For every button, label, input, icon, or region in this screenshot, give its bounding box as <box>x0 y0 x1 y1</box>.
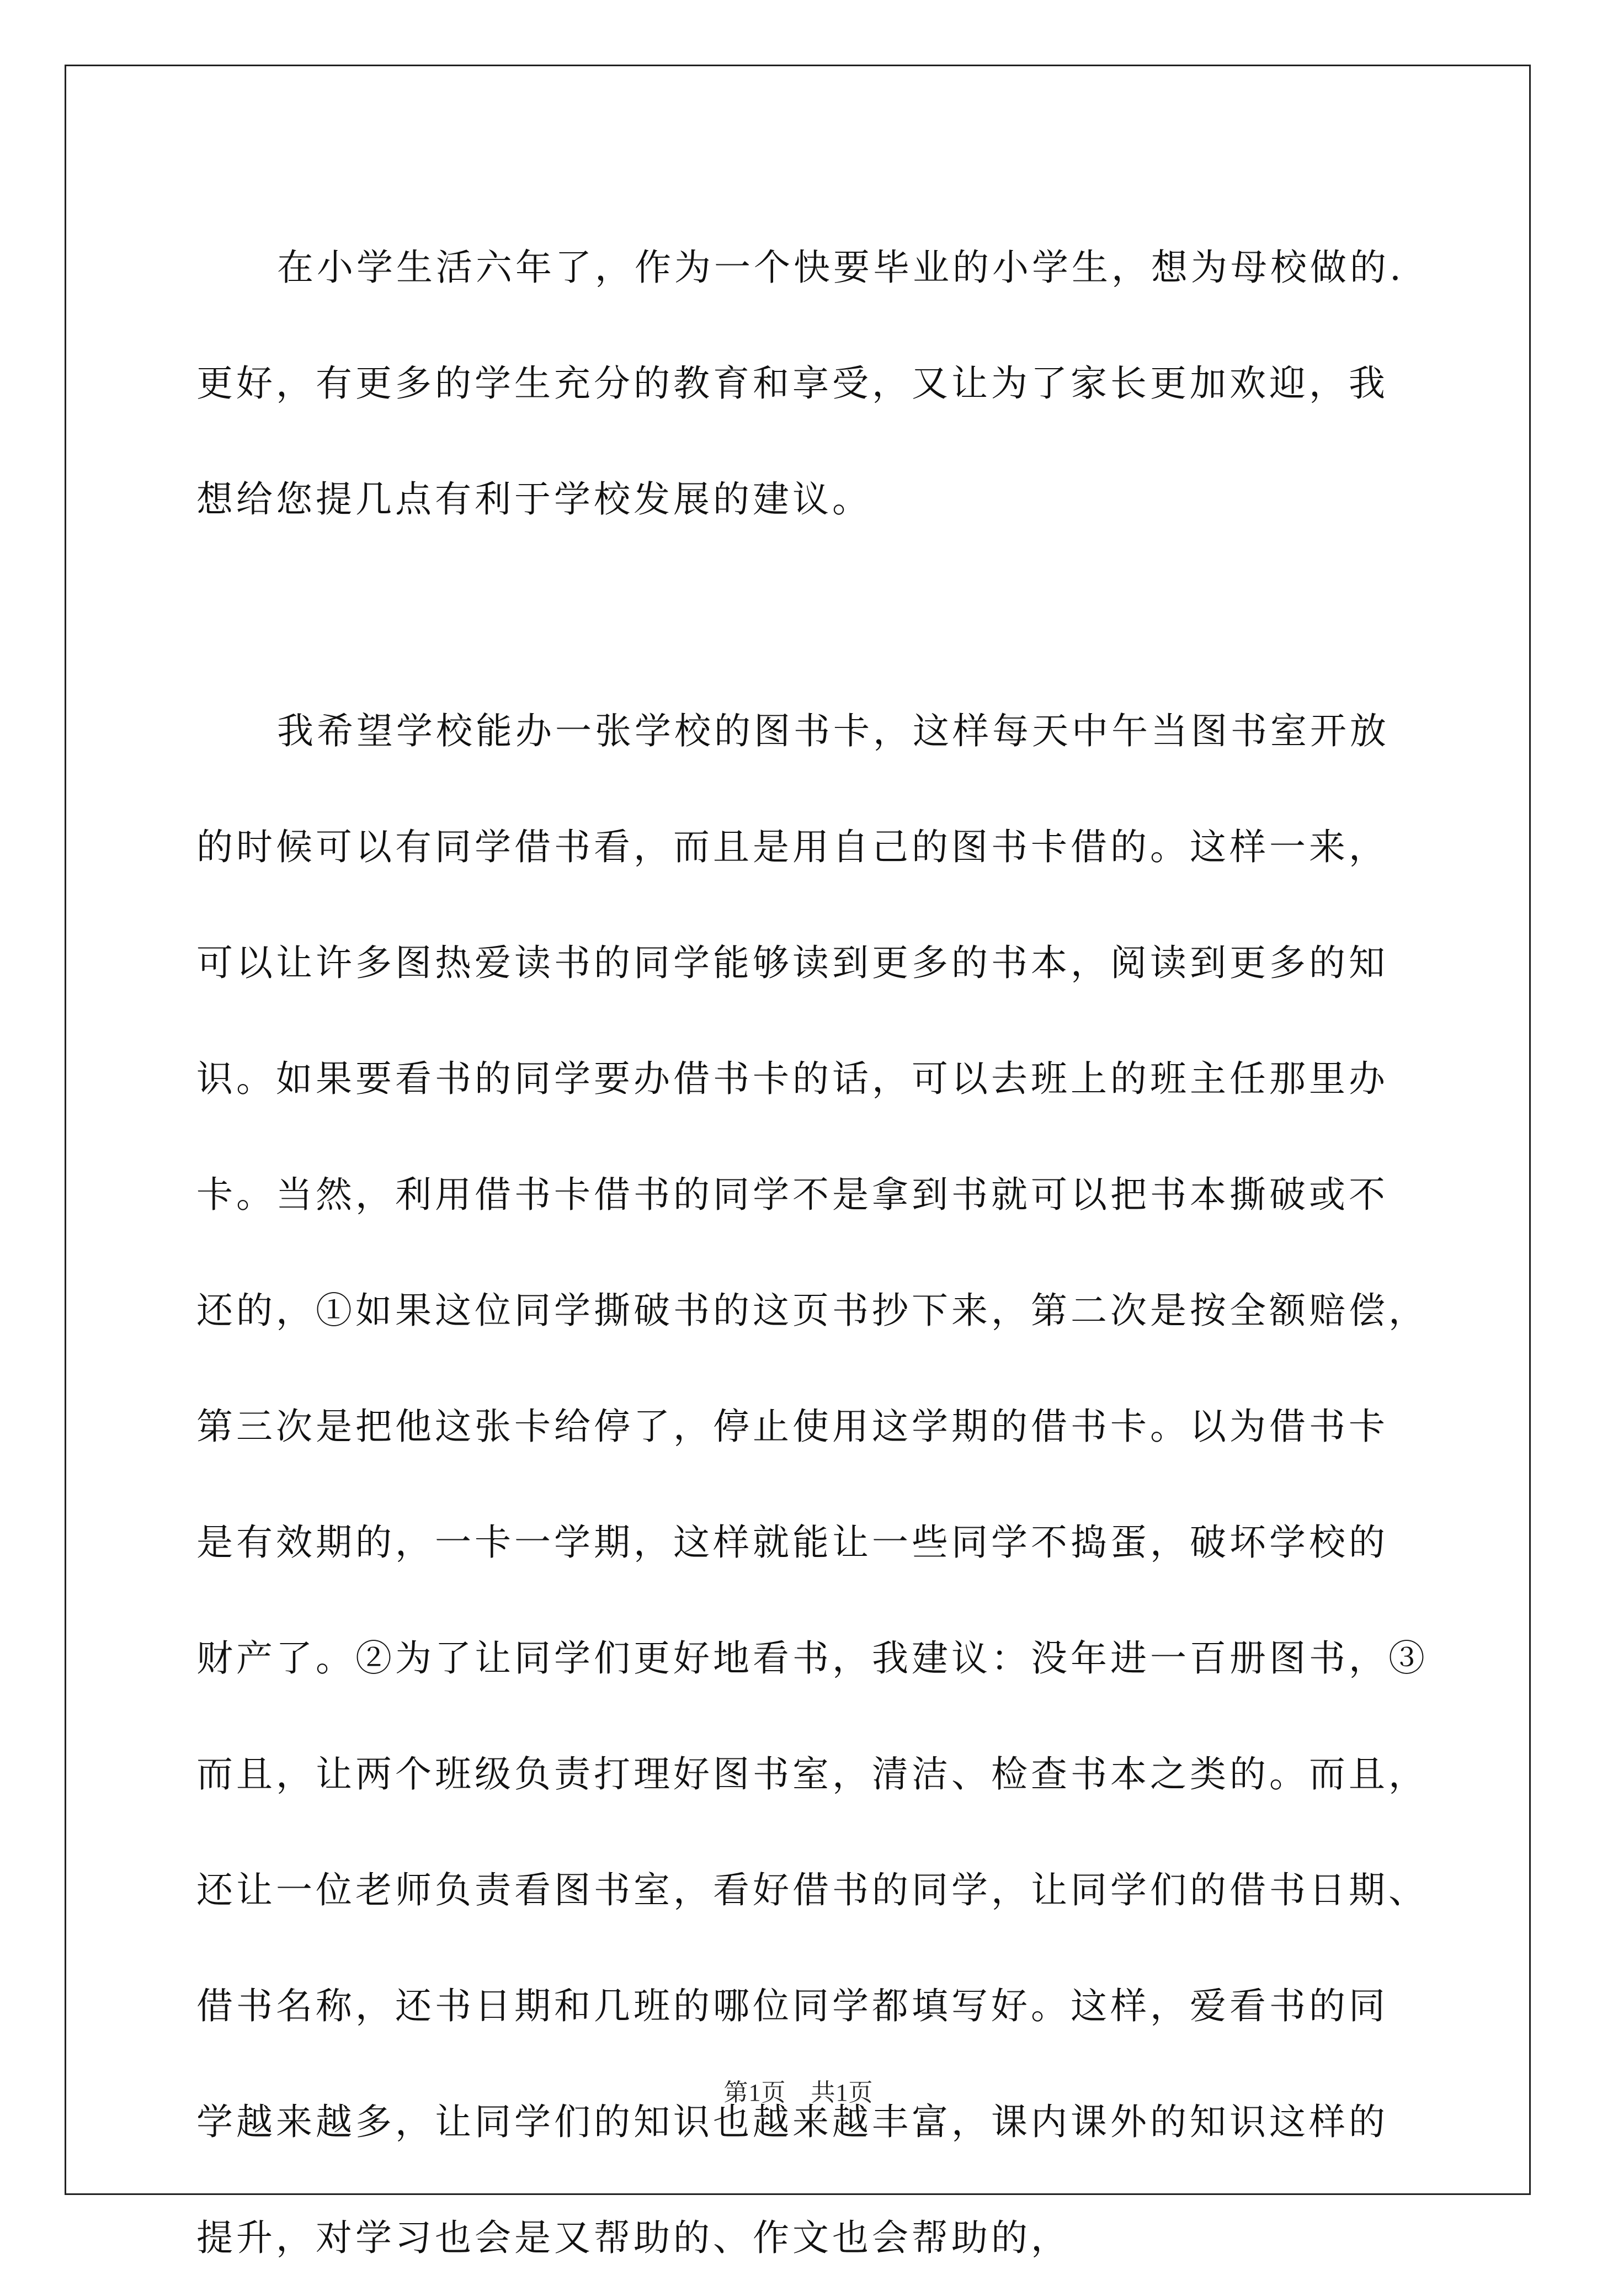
text-line: 还的，①如果这位同学撕破书的这页书抄下来，第二次是按全额赔偿， <box>196 1289 1428 1332</box>
text-line: 的时候可以有同学借书看，而且是用自己的图书卡借的。这样一来， <box>196 826 1388 868</box>
text-line: 提升，对学习也会是又帮助的、作文也会帮助的， <box>196 2217 1071 2259</box>
text-line: 第三次是把他这张卡给停了，停止使用这学期的借书卡。以为借书卡 <box>196 1405 1388 1448</box>
text-line: 是有效期的，一卡一学期，这样就能让一些同学不捣蛋，破坏学校的 <box>196 1521 1388 1564</box>
page-number-footer: 第1页 共1页 <box>723 2079 874 2106</box>
text-line: 在小学生活六年了，作为一个快要毕业的小学生，想为母校做的. <box>277 246 1404 289</box>
text-line: 借书名称，还书日期和几班的哪位同学都填写好。这样，爱看书的同 <box>196 1985 1388 2027</box>
text-line: 学越来越多，让同学们的知识也越来越丰富，课内课外的知识这样的 <box>196 2101 1388 2143</box>
text-line: 可以让许多图热爱读书的同学能够读到更多的书本，阅读到更多的知 <box>196 942 1388 984</box>
paragraph-2 <box>196 673 1428 2296</box>
text-line: 想给您提几点有利于学校发展的建议。 <box>196 478 872 520</box>
text-line: 卡。当然，利用借书卡借书的同学不是拿到书就可以把书本撕破或不 <box>196 1173 1388 1216</box>
text-line: 识。如果要看书的同学要办借书卡的话，可以去班上的班主任那里办 <box>196 1057 1388 1100</box>
paragraph-1 <box>196 210 1404 557</box>
paragraph-spacing <box>196 557 1399 673</box>
text-line: 而且，让两个班级负责打理好图书室，清洁、检查书本之类的。而且， <box>196 1753 1428 1795</box>
document-body <box>196 210 1428 2296</box>
text-line: 还让一位老师负责看图书室，看好借书的同学，让同学们的借书日期、 <box>196 1869 1428 1911</box>
text-line: 更好，有更多的学生充分的教育和享受，又让为了家长更加欢迎，我 <box>196 362 1388 405</box>
text-line: 我希望学校能办一张学校的图书卡，这样每天中午当图书室开放 <box>277 710 1390 752</box>
text-line: 财产了。②为了让同学们更好地看书，我建议：没年进一百册图书，③ <box>196 1637 1428 1680</box>
